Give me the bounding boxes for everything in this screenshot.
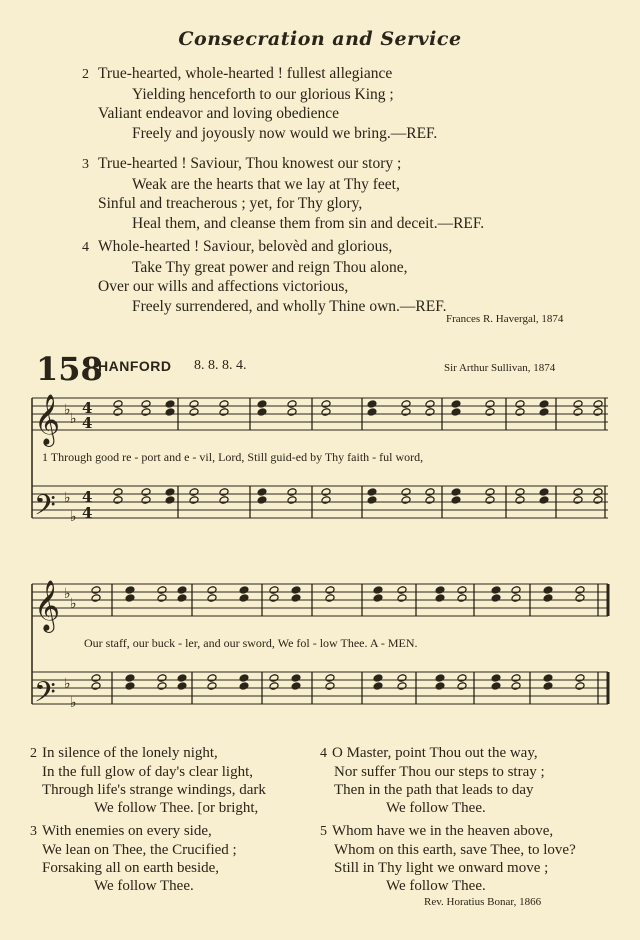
note-head: [373, 594, 383, 603]
note-head: [207, 674, 217, 683]
note-head: [141, 408, 151, 417]
note-head: [125, 586, 135, 595]
verse-number: 3: [30, 824, 37, 839]
note-head: [451, 408, 461, 417]
note-head: [113, 488, 123, 497]
verse-line: Freely surrendered, and wholly Thine own.—REF.: [132, 297, 447, 315]
note-head: [515, 496, 525, 505]
note-head: [219, 496, 229, 505]
note-head: [239, 682, 249, 691]
note-head: [257, 496, 267, 505]
note-head: [485, 400, 495, 409]
verse-line: With enemies on every side,: [42, 823, 212, 839]
note-head: [91, 682, 101, 691]
bass-clef-icon: 𝄢: [34, 676, 56, 716]
note-head: [257, 488, 267, 497]
system2-lyrics: Our staff, our buck - ler, and our sword, We fol - low Thee. A - MEN.: [84, 636, 418, 650]
note-head: [219, 488, 229, 497]
note-head: [239, 594, 249, 603]
note-head: [257, 400, 267, 409]
verse-number: 4: [82, 240, 89, 255]
note-head: [189, 408, 199, 417]
note-head: [91, 674, 101, 683]
time-signature-bottom: 4: [82, 414, 93, 432]
note-head: [457, 594, 467, 603]
note-head: [491, 674, 501, 683]
note-head: [91, 586, 101, 595]
note-head: [543, 682, 553, 691]
note-head: [485, 488, 495, 497]
note-head: [291, 586, 301, 595]
note-head: [575, 674, 585, 683]
author-credit: Frances R. Havergal, 1874: [446, 313, 564, 325]
verse-number: 3: [82, 157, 89, 172]
note-head: [425, 408, 435, 417]
note-head: [397, 586, 407, 595]
time-signature-top: 4: [82, 488, 93, 506]
verse-line: True-hearted, whole-hearted ! fullest allegiance: [98, 65, 393, 82]
note-head: [269, 674, 279, 683]
note-head: [397, 594, 407, 603]
treble-clef-icon: 𝄞: [34, 580, 61, 631]
page-title: Consecration and Service: [178, 28, 462, 50]
note-head: [141, 400, 151, 409]
verse-number: 4: [320, 746, 327, 761]
composer-credit: Sir Arthur Sullivan, 1874: [444, 362, 556, 374]
note-head: [165, 488, 175, 497]
note-head: [189, 488, 199, 497]
note-head: [219, 408, 229, 417]
verse-line: Sinful and treacherous ; yet, for Thy glory,: [98, 195, 363, 212]
note-head: [141, 488, 151, 497]
note-head: [485, 496, 495, 505]
note-head: [425, 400, 435, 409]
note-head: [539, 496, 549, 505]
verse-line: Then in the path that leads to day: [334, 782, 534, 798]
note-head: [575, 586, 585, 595]
verse-line: Take Thy great power and reign Thou alone,: [132, 258, 408, 276]
verse-4-bottom: [320, 744, 545, 817]
note-head: [575, 682, 585, 691]
note-head: [207, 586, 217, 595]
flat-icon: ♭: [64, 586, 71, 602]
note-head: [177, 586, 187, 595]
note-head: [239, 674, 249, 683]
flat-icon: ♭: [70, 411, 77, 427]
note-head: [457, 586, 467, 595]
note-head: [157, 674, 167, 683]
note-head: [367, 408, 377, 417]
note-head: [539, 400, 549, 409]
note-head: [367, 400, 377, 409]
time-signature-bottom: 4: [82, 504, 93, 522]
note-head: [287, 496, 297, 505]
note-head: [165, 400, 175, 409]
note-head: [367, 496, 377, 505]
note-head: [113, 400, 123, 409]
note-head: [593, 496, 603, 505]
note-head: [113, 496, 123, 505]
verse-line: O Master, point Thou out the way,: [332, 745, 538, 761]
note-head: [511, 586, 521, 595]
note-head: [269, 586, 279, 595]
verse-number: 2: [30, 746, 37, 761]
note-head: [239, 586, 249, 595]
verse-2-bottom: [30, 744, 266, 817]
verse-line: Whom on this earth, save Thee, to love?: [334, 842, 576, 858]
note-head: [125, 594, 135, 603]
verse-line: Whole-hearted ! Saviour, belovèd and glorious,: [98, 238, 393, 255]
note-head: [491, 682, 501, 691]
note-head: [189, 496, 199, 505]
note-head: [321, 488, 331, 497]
note-head: [165, 496, 175, 505]
verse-5-bottom: [320, 822, 576, 895]
verse-line: In the full glow of day's clear light,: [42, 764, 253, 780]
note-head: [515, 408, 525, 417]
note-head: [451, 488, 461, 497]
note-head: [435, 586, 445, 595]
note-head: [573, 488, 583, 497]
note-head: [539, 488, 549, 497]
note-head: [539, 408, 549, 417]
hymn-number: 158: [36, 350, 103, 388]
verse-line: In silence of the lonely night,: [42, 745, 218, 761]
note-head: [575, 594, 585, 603]
note-head: [373, 674, 383, 683]
note-head: [219, 400, 229, 409]
note-head: [511, 682, 521, 691]
note-head: [593, 408, 603, 417]
time-signature-top: 4: [82, 399, 93, 417]
note-head: [287, 400, 297, 409]
verse-line: Nor suffer Thou our steps to stray ;: [334, 764, 545, 780]
system1-lyrics: 1 Through good re - port and e - vil, Lord, Still guid-ed by Thy faith - ful word,: [42, 450, 424, 464]
verse-line: Whom have we in the heaven above,: [332, 823, 554, 839]
note-head: [401, 408, 411, 417]
note-head: [593, 488, 603, 497]
verse-line: Weak are the hearts that we lay at Thy feet,: [132, 175, 400, 193]
note-head: [485, 408, 495, 417]
note-head: [325, 682, 335, 691]
note-head: [511, 594, 521, 603]
note-head: [291, 682, 301, 691]
note-head: [457, 674, 467, 683]
tune-name: HANFORD: [98, 358, 172, 374]
bass-clef-icon: 𝄢: [34, 489, 56, 529]
note-head: [451, 496, 461, 505]
note-head: [401, 488, 411, 497]
note-head: [457, 682, 467, 691]
note-head: [287, 408, 297, 417]
flat-icon: ♭: [70, 596, 77, 612]
author-credit: Rev. Horatius Bonar, 1866: [424, 896, 542, 908]
note-head: [207, 682, 217, 691]
note-head: [91, 594, 101, 603]
note-head: [397, 674, 407, 683]
note-head: [157, 594, 167, 603]
note-head: [113, 408, 123, 417]
note-head: [321, 400, 331, 409]
verse-line: Yielding henceforth to our glorious King ;: [132, 85, 394, 103]
note-head: [491, 594, 501, 603]
note-head: [573, 408, 583, 417]
verse-line: We follow Thee.: [94, 878, 194, 894]
note-head: [515, 400, 525, 409]
note-head: [593, 400, 603, 409]
flat-icon: ♭: [70, 509, 77, 525]
note-head: [177, 674, 187, 683]
note-head: [425, 488, 435, 497]
verse-line: We follow Thee.: [386, 800, 486, 816]
verse-line: Valiant endeavor and loving obedience: [98, 105, 340, 122]
verse-3-bottom: [30, 822, 237, 895]
verse-line: True-hearted ! Saviour, Thou knowest our story ;: [98, 155, 402, 172]
treble-clef-icon: 𝄞: [34, 394, 61, 445]
note-head: [287, 488, 297, 497]
note-head: [321, 408, 331, 417]
note-head: [435, 674, 445, 683]
note-head: [325, 674, 335, 683]
verse-number: 5: [320, 824, 327, 839]
verse-line: Forsaking all on earth beside,: [42, 860, 220, 876]
note-head: [435, 594, 445, 603]
note-head: [543, 594, 553, 603]
note-head: [401, 496, 411, 505]
note-head: [373, 586, 383, 595]
flat-icon: ♭: [64, 402, 71, 418]
note-head: [325, 594, 335, 603]
note-head: [321, 496, 331, 505]
verse-line: We lean on Thee, the Crucified ;: [42, 842, 237, 858]
verse-line: Still in Thy light we onward move ;: [334, 860, 549, 876]
note-head: [141, 496, 151, 505]
flat-icon: ♭: [70, 695, 77, 711]
note-head: [125, 682, 135, 691]
barlines: [32, 398, 608, 704]
note-head: [291, 594, 301, 603]
note-head: [397, 682, 407, 691]
note-head: [269, 594, 279, 603]
note-head: [425, 496, 435, 505]
note-head: [515, 488, 525, 497]
note-head: [451, 400, 461, 409]
note-head: [543, 586, 553, 595]
note-head: [325, 586, 335, 595]
note-head: [257, 408, 267, 417]
note-head: [511, 674, 521, 683]
note-head: [435, 682, 445, 691]
note-head: [207, 594, 217, 603]
flat-icon: ♭: [64, 676, 71, 692]
note-head: [401, 400, 411, 409]
note-head: [543, 674, 553, 683]
note-head: [165, 408, 175, 417]
meter: 8. 8. 8. 4.: [194, 358, 247, 373]
note-head: [367, 488, 377, 497]
note-head: [491, 586, 501, 595]
flat-icon: ♭: [64, 490, 71, 506]
note-head: [125, 674, 135, 683]
verse-line: Through life's strange windings, dark: [42, 782, 266, 798]
staff-lines: [32, 398, 608, 704]
verse-line: Over our wills and affections victorious,: [98, 278, 349, 295]
note-head: [157, 586, 167, 595]
verse-line: Heal them, and cleanse them from sin and deceit.—REF.: [132, 214, 485, 232]
note-head: [157, 682, 167, 691]
verse-number: 2: [82, 67, 89, 82]
note-head: [573, 400, 583, 409]
clefs: [34, 394, 92, 716]
note-head: [269, 682, 279, 691]
note-head: [291, 674, 301, 683]
note-head: [573, 496, 583, 505]
note-head: [177, 682, 187, 691]
note-head: [177, 594, 187, 603]
note-head: [189, 400, 199, 409]
verse-line: Freely and joyously now would we bring.—REF.: [132, 124, 438, 142]
verse-line: We follow Thee. [or bright,: [94, 800, 259, 816]
verse-line: We follow Thee.: [386, 878, 486, 894]
note-head: [373, 682, 383, 691]
